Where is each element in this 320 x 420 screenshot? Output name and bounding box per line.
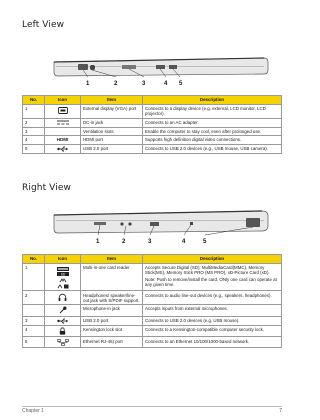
header-icon: Icon bbox=[45, 96, 81, 105]
row-item: DC-in jack bbox=[81, 118, 143, 127]
memory-stick-icon bbox=[47, 266, 78, 271]
row-no: 2 bbox=[23, 291, 45, 305]
row-no: 1 bbox=[23, 264, 45, 291]
left-callout-4: 4 bbox=[164, 81, 168, 87]
row-description: Connects to audio line-out devices (e.g., speakers, headphones). bbox=[143, 291, 282, 305]
left-view-table bbox=[22, 95, 282, 154]
header-no: No. bbox=[23, 96, 45, 105]
row-item: Ventilation slots bbox=[81, 127, 143, 136]
row-item: Headphones/ speaker/line-out jack with S/PDIF support. bbox=[81, 291, 143, 305]
row-description: Connects to USB 2.0 devices (e.g., USB mouse, USB camera). bbox=[143, 144, 282, 153]
usb-icon bbox=[57, 146, 69, 151]
footer-divider bbox=[22, 406, 282, 407]
row-item: Kensington lock slot bbox=[81, 325, 143, 336]
row-description: Supports high definition digital video connections. bbox=[143, 136, 282, 145]
card-reader-icons bbox=[47, 266, 78, 289]
headphones-icon bbox=[58, 295, 67, 300]
row-description: Enable the computer to stay cool, even after prolonged use. bbox=[143, 127, 282, 136]
right-callout-2: 2 bbox=[122, 239, 126, 245]
lock-icon bbox=[59, 328, 66, 333]
row-no: 4 bbox=[23, 325, 45, 336]
row-item: USB 2.0 port bbox=[81, 144, 143, 153]
header-no: No. bbox=[23, 255, 45, 264]
row-no: 5 bbox=[23, 144, 45, 153]
row-item: Multi-in-one card reader bbox=[81, 264, 143, 291]
table-row bbox=[23, 325, 282, 336]
row-no: 2 bbox=[23, 118, 45, 127]
right-view-illustration bbox=[50, 203, 270, 245]
row-description: Accepts Secure Digital (SD), MultiMediaCard(MMC), Memory Stick(MS), Memory Stick PRO (MS PRO), xD-Picture Card (xD). bbox=[145, 265, 270, 276]
row-no: 3 bbox=[23, 316, 45, 325]
table-row bbox=[23, 136, 282, 145]
row-no: 5 bbox=[23, 337, 45, 347]
table-header-row bbox=[23, 255, 282, 264]
table-row bbox=[23, 305, 282, 316]
row-no bbox=[23, 305, 45, 316]
row-description: Connects to an AC adapter. bbox=[143, 118, 282, 127]
ethernet-icon bbox=[57, 339, 69, 344]
row-no: 1 bbox=[23, 105, 45, 119]
right-callout-1: 1 bbox=[96, 239, 100, 245]
header-item: Item bbox=[81, 255, 143, 264]
right-callout-3: 3 bbox=[148, 239, 152, 245]
row-item: Microphone-in jack bbox=[81, 305, 143, 316]
right-callout-5: 5 bbox=[203, 239, 207, 245]
left-view-title: Left View bbox=[22, 20, 65, 30]
footer-chapter: Chapter 1 bbox=[22, 408, 44, 414]
left-callout-5: 5 bbox=[179, 81, 183, 87]
table-row bbox=[23, 105, 282, 119]
left-view-illustration bbox=[50, 48, 270, 88]
row-no: 3 bbox=[23, 127, 45, 136]
right-view-title: Right View bbox=[22, 183, 71, 193]
row-item: Ethernet RJ-45) port bbox=[81, 337, 143, 347]
row-item: HDMI port bbox=[81, 136, 143, 145]
display-port-icon bbox=[58, 109, 68, 114]
row-description: Connects to an Ethernet 10/100/1000-based network. bbox=[143, 337, 282, 347]
table-header-row bbox=[23, 96, 282, 105]
right-callout-4: 4 bbox=[182, 239, 186, 245]
header-item: Item bbox=[81, 96, 143, 105]
row-description: Accepts inputs from external microphones. bbox=[143, 305, 282, 316]
row-description: Connects to USB 2.0 devices (e.g. USB mouse). bbox=[143, 316, 282, 325]
table-row bbox=[23, 291, 282, 305]
left-callout-3: 3 bbox=[142, 81, 146, 87]
row-no: 4 bbox=[23, 136, 45, 145]
xd-card-icon bbox=[47, 283, 78, 288]
row-description: Connects to a display device (e.g. external, LCD monitor, LCD projector). bbox=[143, 105, 282, 119]
left-callout-1: 1 bbox=[86, 81, 90, 87]
table-row bbox=[23, 337, 282, 347]
header-icon: Icon bbox=[45, 255, 81, 264]
row-description: Connects to a Kensington-compatible computer security lock. bbox=[143, 325, 282, 336]
left-callout-2: 2 bbox=[114, 81, 118, 87]
table-row bbox=[23, 127, 282, 136]
usb-icon bbox=[57, 318, 69, 323]
header-description: Description bbox=[143, 255, 282, 264]
row-item: USB 2.0 port bbox=[81, 316, 143, 325]
row-note: Note: Push to remove/install the card. ONly one card can operate at any given time. bbox=[145, 277, 277, 288]
sd-card-icon bbox=[47, 272, 78, 277]
table-row bbox=[23, 316, 282, 325]
svg-text:SD: SD bbox=[60, 272, 65, 277]
page-number: 7 bbox=[279, 408, 282, 414]
table-row bbox=[23, 264, 282, 291]
dc-in-icon bbox=[57, 120, 69, 125]
table-row bbox=[23, 118, 282, 127]
microphone-icon bbox=[59, 308, 67, 313]
row-item: External display (VGA) port bbox=[81, 105, 143, 119]
hdmi-icon: HDMI bbox=[56, 137, 69, 143]
right-view-table bbox=[22, 254, 282, 348]
ms-logo-icon bbox=[47, 277, 78, 282]
table-row bbox=[23, 144, 282, 153]
header-description: Description bbox=[143, 96, 282, 105]
